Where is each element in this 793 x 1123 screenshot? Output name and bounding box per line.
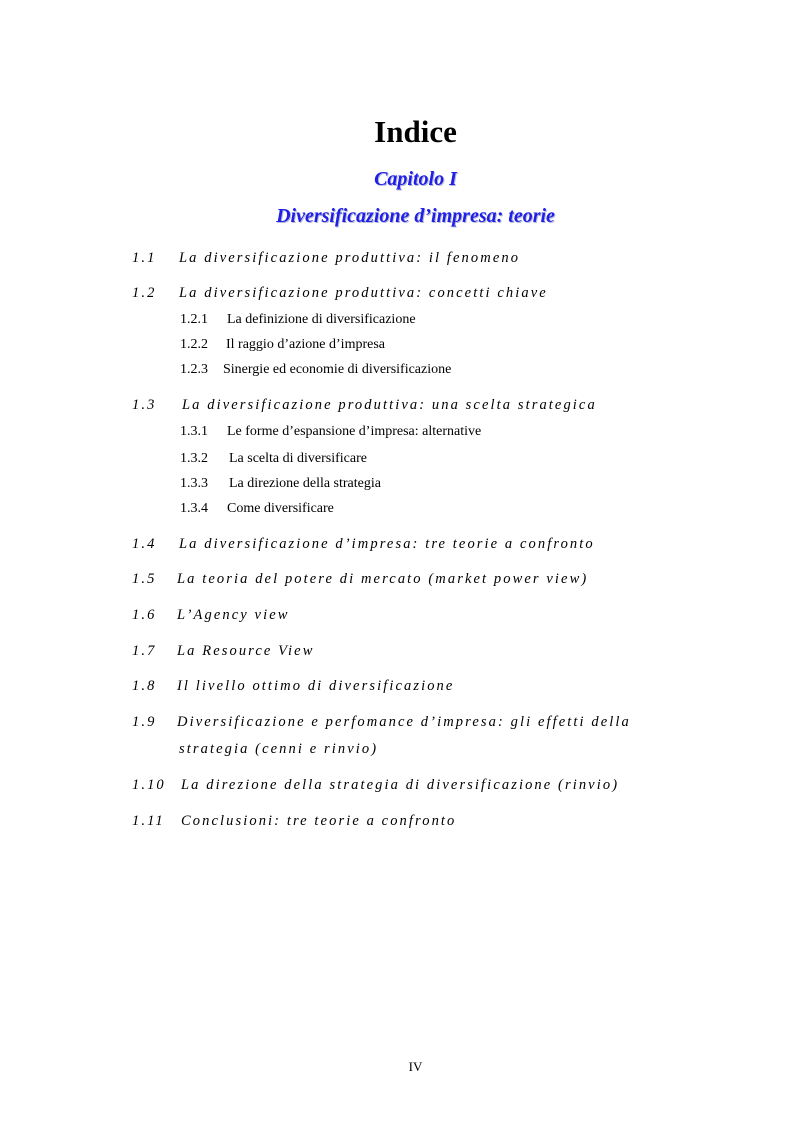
- toc-subsection-1-3-1: [180, 423, 482, 441]
- toc-section-title: Il livello ottimo di diversificazione: [177, 678, 455, 694]
- toc-section-title: La teoria del potere di mercato (market power view): [177, 571, 589, 587]
- toc-section-1-7: [132, 641, 315, 661]
- toc-subsection-title: Il raggio d’azione d’impresa: [226, 337, 385, 352]
- toc-section-number: 1.2: [132, 285, 157, 301]
- toc-section-number: 1.4: [132, 536, 157, 552]
- toc-section-title: La diversificazione produttiva: una scelta strategica: [182, 397, 597, 413]
- toc-section-1-3: [132, 395, 597, 415]
- toc-subsection-1-2-2: [180, 336, 385, 354]
- toc-section-title-continuation: strategia (cenni e rinvio): [179, 741, 379, 757]
- toc-subsection-number: 1.3.2: [180, 451, 208, 466]
- toc-subsection-1-2-3: [180, 361, 452, 379]
- toc-section-1-4: [132, 534, 595, 554]
- chapter-label: Capitolo I: [374, 168, 457, 190]
- toc-subsection-title: Come diversificare: [227, 501, 334, 516]
- toc-section-number: 1.9: [132, 714, 157, 730]
- toc-subsection-title: La scelta di diversificare: [229, 451, 367, 466]
- toc-subsection-number: 1.3.3: [180, 476, 208, 491]
- toc-section-title: Conclusioni: tre teorie a confronto: [181, 813, 457, 829]
- toc-section-number: 1.5: [132, 571, 157, 587]
- toc-section-number: 1.1: [132, 250, 157, 266]
- chapter-title: Diversificazione d’impresa: teorie: [276, 205, 555, 227]
- toc-subsection-title: La definizione di diversificazione: [227, 312, 416, 327]
- toc-subsection-1-3-3: [180, 475, 381, 493]
- toc-section-title: La diversificazione d’impresa: tre teorie a confronto: [179, 536, 595, 552]
- toc-subsection-number: 1.3.4: [180, 501, 208, 516]
- toc-subsection-title: Sinergie ed economie di diversificazione: [223, 362, 452, 377]
- toc-section-number: 1.11: [132, 813, 165, 829]
- toc-section-1-1: [132, 248, 521, 268]
- toc-section-title: La direzione della strategia di diversificazione (rinvio): [181, 777, 620, 793]
- toc-section-1-2: [132, 283, 548, 303]
- toc-subsection-number: 1.2.3: [180, 362, 208, 377]
- toc-section-1-6: [132, 605, 290, 625]
- toc-subsection-number: 1.3.1: [180, 424, 208, 439]
- page-number: IV: [408, 1059, 423, 1074]
- toc-section-number: 1.7: [132, 643, 157, 659]
- toc-section-1-9-continuation: [179, 739, 378, 759]
- toc-section-number: 1.6: [132, 607, 157, 623]
- toc-section-1-5: [132, 569, 589, 589]
- toc-subsection-1-3-4: [180, 500, 334, 518]
- toc-section-title: La Resource View: [177, 643, 315, 659]
- toc-section-1-10: [132, 775, 620, 795]
- toc-section-number: 1.10: [132, 777, 166, 793]
- toc-subsection-number: 1.2.1: [180, 312, 208, 327]
- toc-section-number: 1.3: [132, 397, 157, 413]
- toc-section-1-11: [132, 811, 457, 831]
- page-title: Indice: [374, 114, 457, 149]
- toc-section-number: 1.8: [132, 678, 157, 694]
- toc-section-title: La diversificazione produttiva: il fenomeno: [179, 250, 521, 266]
- toc-subsection-title: La direzione della strategia: [229, 476, 381, 491]
- toc-section-1-9: [132, 712, 631, 732]
- toc-section-title: L’Agency view: [177, 607, 290, 623]
- toc-subsection-1-3-2: [180, 450, 367, 468]
- toc-subsection-1-2-1: [180, 311, 416, 329]
- toc-section-1-8: [132, 676, 455, 696]
- toc-section-title: Diversificazione e perfomance d’impresa: gli effetti della: [177, 714, 631, 730]
- toc-subsection-title: Le forme d’espansione d’impresa: alternative: [227, 424, 482, 439]
- toc-subsection-number: 1.2.2: [180, 337, 208, 352]
- toc-section-title: La diversificazione produttiva: concetti chiave: [179, 285, 548, 301]
